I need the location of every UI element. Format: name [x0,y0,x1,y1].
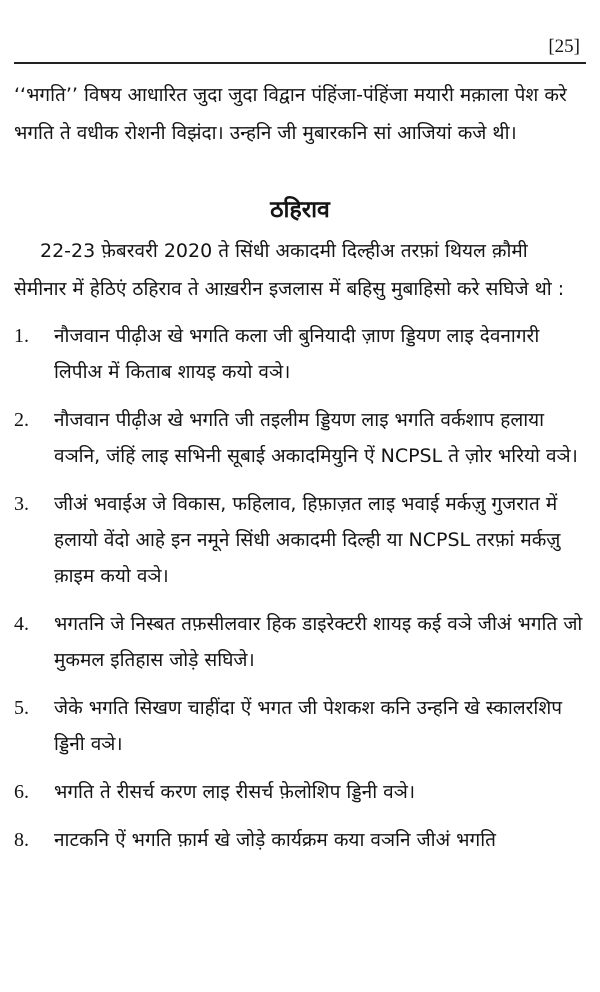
list-item-number: 2. [14,409,29,431]
list-item-text: भगतनि जे निस्बत तफ़सीलवार हिक डाइरेक्टरी शायइ कई वञे जीअं भगति जो मुकमल इतिहास जोड़े सघिजे। [54,613,583,671]
list-item-text: नाटकनि ऐं भगति फ़ार्म खे जोड़े कार्यक्रम कया वञनि जीअं भगति [54,829,496,851]
list-item-text: जीअं भवाईअ जे विकास, फहिलाव, हिफ़ाज़त लाइ भवाई मर्कज़ु गुजरात में हलायो वेंदो आहे इन नमूने सिंधी अकादमी दिल्ही या NCPSL तरफ़ां मर्कज़ु क़ाइम कयो वञे। [54,493,561,587]
resolution-paragraph: 22-23 फ़ेबरवरी 2020 ते सिंधी अकादमी दिल्हीअ तरफ़ां थियल क़ौमी सेमीनार में हेठिएं ठहिराव ते आख़रीन इजलास में बहिसु मुबाहिसो करे सघिजे थो : [14,240,565,300]
list-item [14,402,586,474]
list-item-number: 4. [14,613,29,635]
resolution-list [14,318,586,858]
list-item [14,318,586,390]
list-item-number: 1. [14,325,29,347]
intro-paragraph: ‘‘भगति’’ विषय आधारित जुदा जुदा विद्वान पंहिंजा-पंहिंजा मयारी मक़ाला पेश करे भगति ते वधीक रोशनी विझंदा। उन्हनि जी मुबारकनि सां आजियां कजे थी। [14,84,567,144]
list-item-text: नौजवान पीढ़ीअ खे भगति कला जी बुनियादी ज़ाण ड्डियण लाइ देवनागरी लिपीअ में किताब शायइ कयो वञे। [54,325,540,383]
header-rule [14,62,586,64]
list-item-number: 3. [14,493,29,515]
page-number: [25] [548,36,580,57]
section-heading: ठहिराव [270,197,330,223]
list-item [14,486,586,594]
list-item-text: नौजवान पीढ़ीअ खे भगति जी तइलीम ड्डियण लाइ भगति वर्कशाप हलाया वञनि, जंहिं लाइ सभिनी सूबाई अकादमियुनि ऐं NCPSL ते ज़ोर भरियो वञे। [54,409,578,467]
list-item-number: 6. [14,781,29,803]
page-content [14,76,586,870]
list-item-text: जेके भगति सिखण चाहींदा ऐं भगत जी पेशकश कनि उन्हनि खे स्कालरशिप ड्डिनी वञे। [54,697,563,755]
list-item [14,690,586,762]
list-item-number: 8. [14,829,29,851]
list-item-number: 5. [14,697,29,719]
list-item-text: भगति ते रीसर्च करण लाइ रीसर्च फ़ेलोशिप ड्डिनी वञे। [54,781,416,803]
list-item [14,822,586,858]
list-item [14,774,586,810]
list-item [14,606,586,678]
